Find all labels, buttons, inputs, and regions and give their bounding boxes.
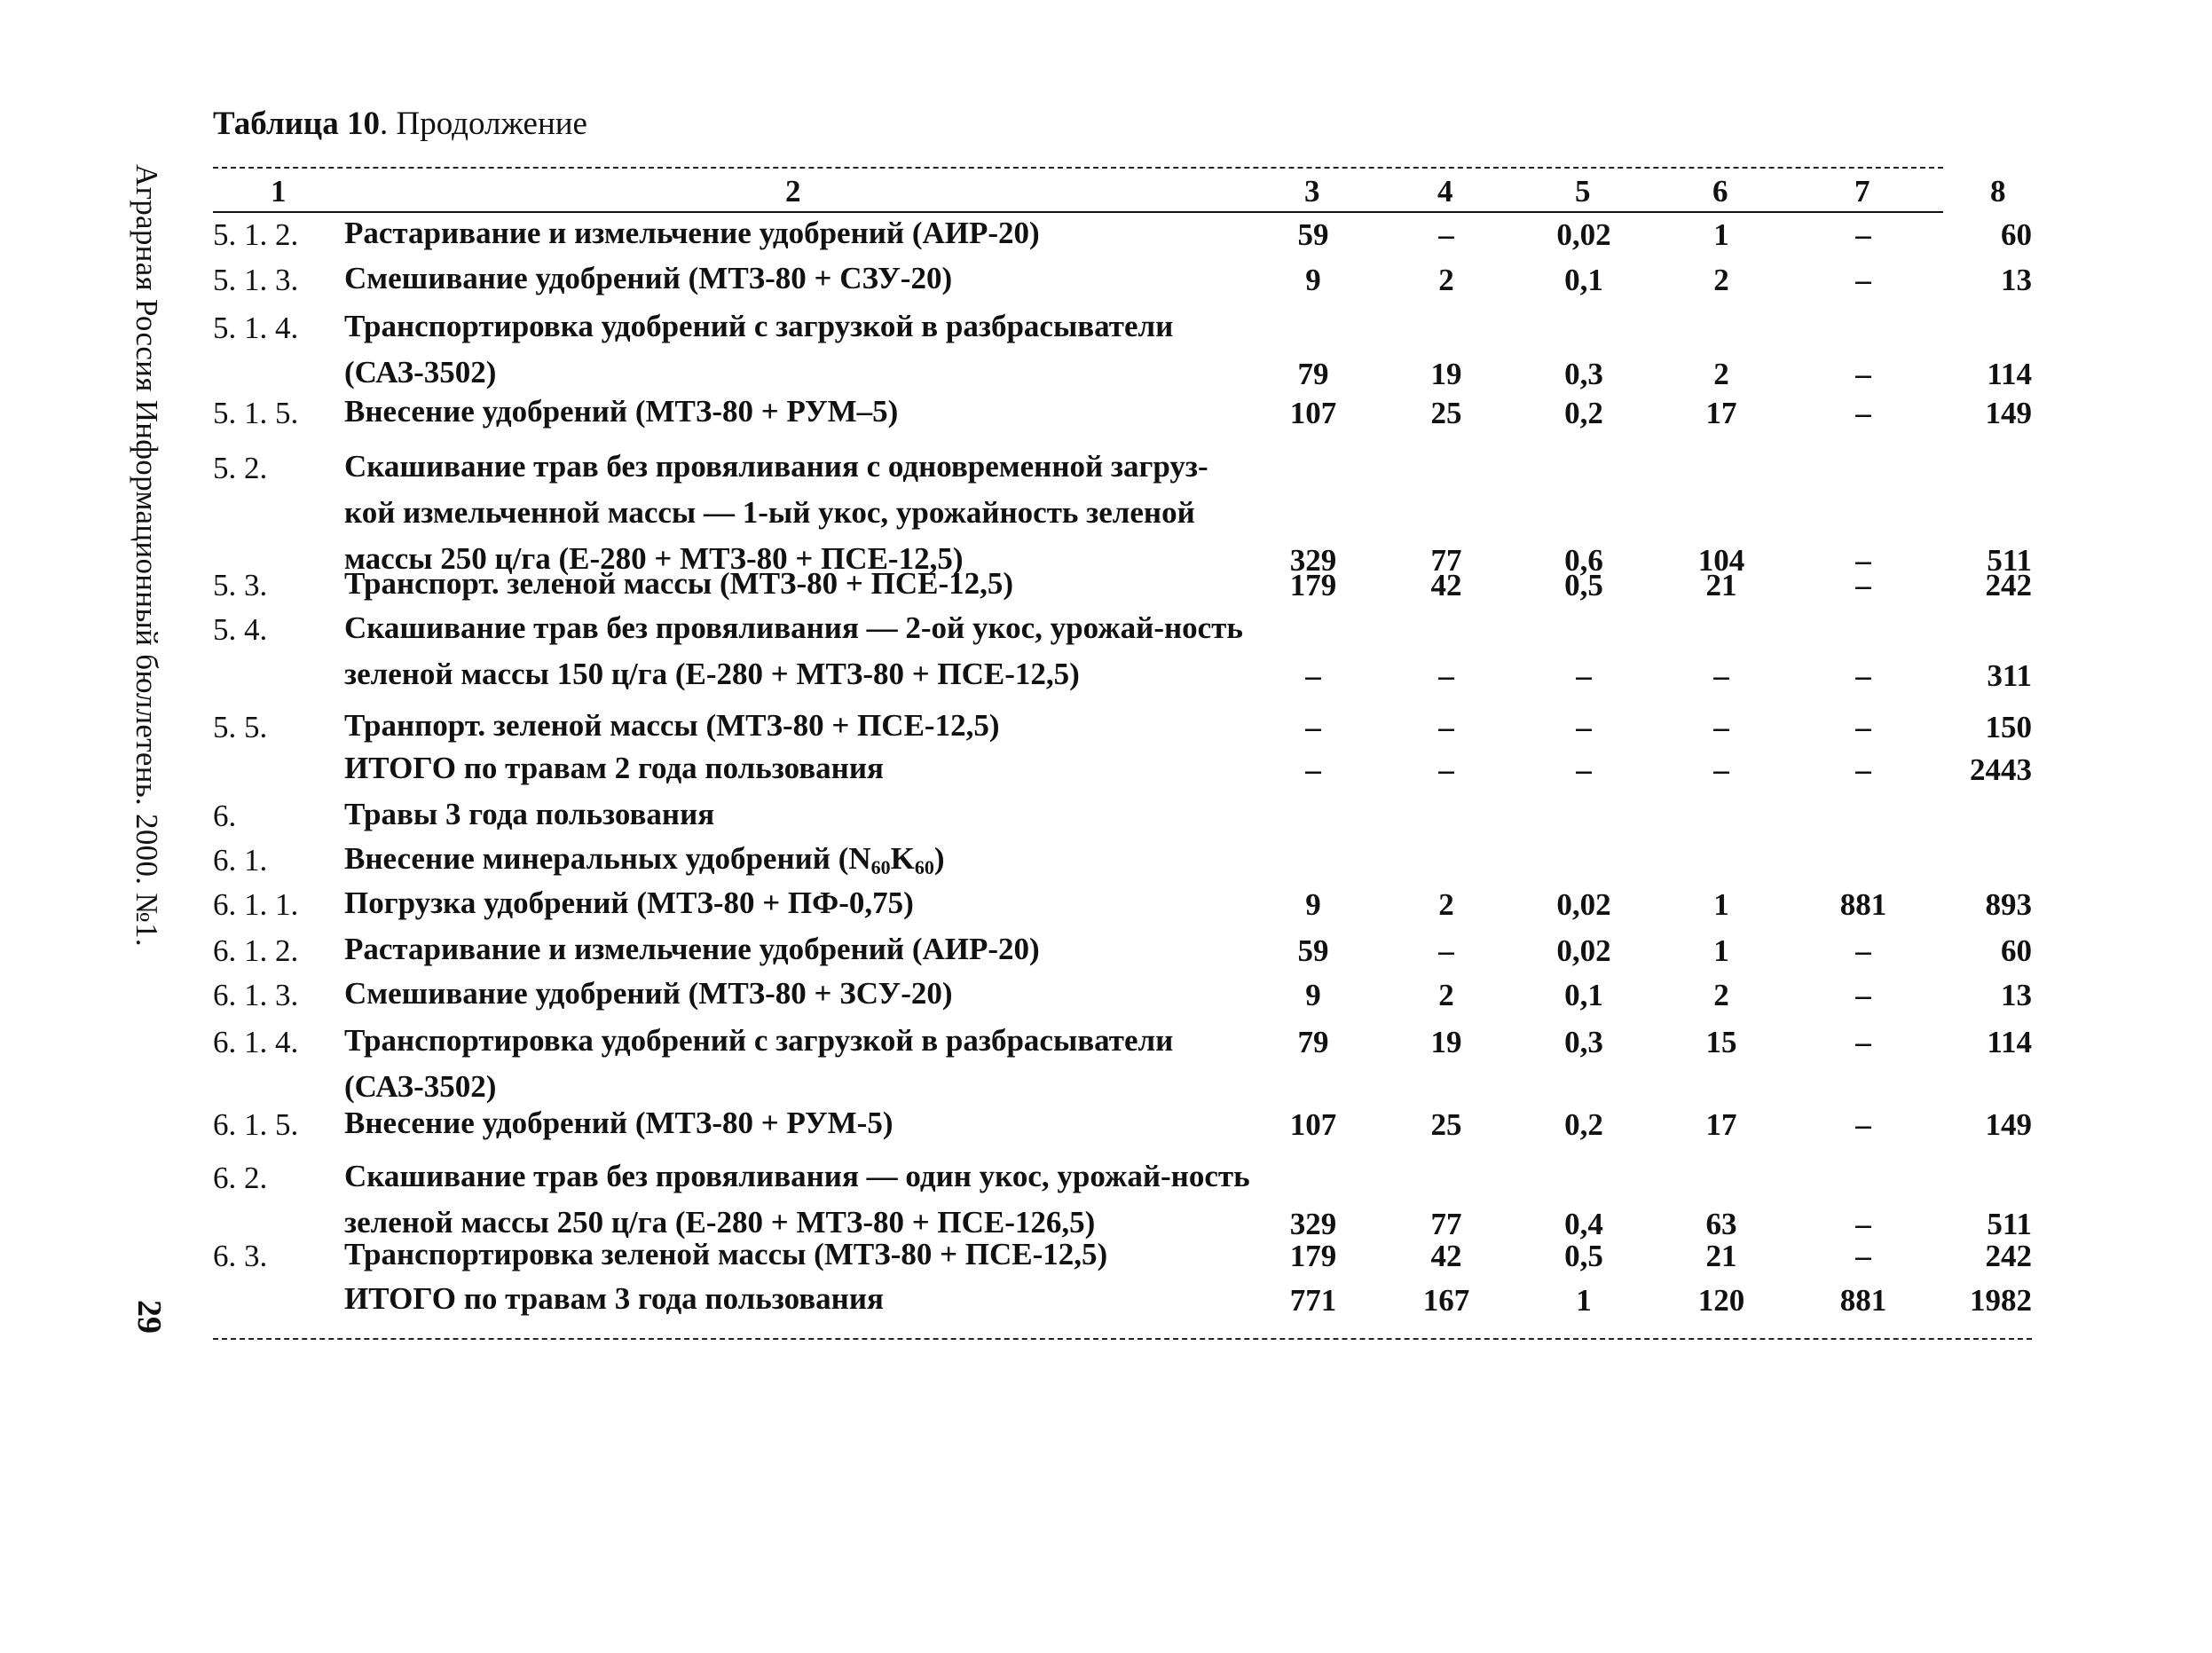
row-name: Скашивание трав без провяливания с одновременной загруз-кой измельченной массы — 1-ый укос, урожайность зеленой массы 250 ц/га (Е-280 + МТЗ-80 + ПСЕ-12,5) [344,449,1208,576]
row-value-col-8: 114 [1987,357,2032,391]
row-value-col-4: 42 [1430,1239,1462,1273]
row-value-col-4: 2 [1438,887,1454,922]
row-number: 5. 5. [213,710,268,744]
row-value-col-7: – [1855,263,1871,297]
row-value-col-5: 0,1 [1564,263,1603,297]
row-number: 5. 1. 3. [213,263,299,297]
row-value-col-8: 242 [1985,1239,2032,1273]
row-name: Смешивание удобрений (МТЗ-80 + СЗУ-20) [344,261,953,295]
row-name: Скашивание трав без провяливания — один укос, урожай-ность зеленой массы 250 ц/га (Е-280 + МТЗ-80 + ПСЕ-126,5) [344,1159,1250,1240]
row-name: Погрузка удобрений (МТЗ-80 + ПФ-0,75) [344,886,914,920]
row-value-col-6: 21 [1705,1239,1737,1273]
row-value-col-4: 25 [1430,396,1462,430]
header-col-8: 8 [1990,174,2006,209]
row-value-col-8: 242 [1985,568,2032,602]
row-value-col-6: – [1713,752,1729,787]
header-col-7: 7 [1854,174,1870,209]
row-value-col-8: 511 [1987,543,2032,578]
row-number: 6. 1. 3. [213,978,299,1012]
row-number: 6. 3. [213,1239,268,1273]
row-value-col-3: – [1305,658,1321,693]
row-value-col-6: 63 [1705,1207,1737,1241]
row-value-col-3: 9 [1305,263,1321,297]
row-number: 5. 3. [213,568,268,602]
row-value-col-4: 167 [1422,1283,1470,1318]
page-number: 29 [130,1300,168,1334]
row-value-col-5: 0,5 [1564,1239,1603,1273]
row-number: 6. 1. [213,843,268,878]
row-value-col-6: 1 [1713,887,1729,922]
header-col-5: 5 [1575,174,1591,209]
row-value-col-8: 60 [2001,217,2032,252]
row-number: 6. 1. 2. [213,933,299,968]
row-value-col-6: 104 [1697,543,1745,578]
row-value-col-5: 0,1 [1564,978,1603,1012]
row-value-col-4: 2 [1438,263,1454,297]
row-value-col-6: 1 [1713,933,1729,968]
row-value-col-7: – [1855,1025,1871,1059]
row-number: 5. 1. 2. [213,217,299,252]
caption-rest: . Продолжение [379,106,587,142]
row-value-col-7: – [1855,357,1871,391]
row-value-col-3: – [1305,710,1321,744]
row-value-col-6: 2 [1713,357,1729,391]
row-value-col-4: 2 [1438,978,1454,1012]
row-number: 6. [213,799,237,833]
row-value-col-3: 329 [1289,1207,1337,1241]
header-col-2: 2 [785,174,801,209]
row-value-col-6: 120 [1697,1283,1745,1318]
row-value-col-7: – [1855,1107,1871,1142]
row-value-col-6: 17 [1705,1107,1737,1142]
row-value-col-5: 0,02 [1556,933,1611,968]
row-value-col-7: – [1855,568,1871,602]
row-value-col-4: 25 [1430,1107,1462,1142]
row-value-col-7: – [1855,710,1871,744]
row-value-col-7: – [1855,978,1871,1012]
row-value-col-3: 79 [1297,357,1329,391]
row-value-col-4: 19 [1430,1025,1462,1059]
header-col-4: 4 [1437,174,1453,209]
row-value-col-3: 79 [1297,1025,1329,1059]
row-value-col-3: 179 [1289,568,1337,602]
row-name: Травы 3 года пользования [344,797,715,831]
row-name: Растаривание и измельчение удобрений (АИР-20) [344,932,1040,966]
row-value-col-7: – [1855,543,1871,578]
row-value-col-7: – [1855,1239,1871,1273]
row-number: 5. 1. 4. [213,311,299,345]
header-col-3: 3 [1304,174,1320,209]
running-header: Аграрная Россия Информационный бюллетень. 2000. №1. [130,164,164,947]
row-value-col-4: 42 [1430,568,1462,602]
row-value-col-4: 77 [1430,1207,1462,1241]
row-name: Транпорт. зеленой массы (МТЗ-80 + ПСЕ-12,5) [344,708,1000,743]
row-number: 6. 1. 1. [213,887,299,922]
header-col-1: 1 [271,174,287,209]
row-value-col-5: 0,2 [1564,1107,1603,1142]
row-value-col-5: – [1576,710,1592,744]
row-value-col-7: – [1855,1207,1871,1241]
row-value-col-3: 771 [1289,1283,1337,1318]
header-col-6: 6 [1712,174,1728,209]
row-value-col-4: 19 [1430,357,1462,391]
row-value-col-3: 107 [1289,1107,1337,1142]
row-name: Внесение удобрений (МТЗ-80 + РУМ–5) [344,394,899,429]
row-value-col-3: 59 [1297,217,1329,252]
row-value-col-6: – [1713,710,1729,744]
row-value-col-8: 511 [1987,1207,2032,1241]
row-number: 6. 2. [213,1161,268,1195]
row-number: 6. 1. 4. [213,1025,299,1059]
row-value-col-3: 9 [1305,978,1321,1012]
row-number: 5. 2. [213,451,268,485]
row-value-col-6: 15 [1705,1025,1737,1059]
row-value-col-8: 13 [2001,263,2032,297]
row-name: Транспортировка удобрений с загрузкой в разбрасыватели (САЗ-3502) [344,309,1174,390]
row-value-col-4: – [1438,217,1454,252]
row-value-col-7: – [1855,658,1871,693]
row-value-col-5: – [1576,752,1592,787]
row-value-col-8: 150 [1985,710,2032,744]
row-value-col-4: 77 [1430,543,1462,578]
row-value-col-8: 149 [1985,396,2032,430]
row-value-col-8: 13 [2001,978,2032,1012]
row-value-col-7: 881 [1839,887,1887,922]
row-name: Транспортировка удобрений с загрузкой в разбрасыватели (САЗ-3502) [344,1023,1174,1104]
row-name: Транспорт. зеленой массы (МТЗ-80 + ПСЕ-12,5) [344,566,1014,601]
row-name: Смешивание удобрений (МТЗ-80 + ЗСУ-20) [344,976,953,1011]
row-value-col-3: 107 [1289,396,1337,430]
row-value-col-8: 1982 [1970,1283,2032,1318]
row-value-col-8: 311 [1987,658,2032,693]
row-value-col-5: 0,6 [1564,543,1603,578]
row-name: ИТОГО по травам 3 года пользования [344,1281,884,1316]
row-value-col-3: 329 [1289,543,1337,578]
row-name: ИТОГО по травам 2 года пользования [344,751,884,785]
row-value-col-5: 0,02 [1556,217,1611,252]
row-value-col-7: – [1855,217,1871,252]
row-value-col-7: 881 [1839,1283,1887,1318]
row-value-col-4: – [1438,710,1454,744]
row-number: 5. 1. 5. [213,396,299,430]
row-value-col-5: 0,3 [1564,357,1603,391]
row-value-col-6: 17 [1705,396,1737,430]
row-value-col-3: 59 [1297,933,1329,968]
row-value-col-8: 2443 [1970,752,2032,787]
row-value-col-5: 0,2 [1564,396,1603,430]
row-value-col-6: 21 [1705,568,1737,602]
row-value-col-8: 60 [2001,933,2032,968]
row-value-col-4: – [1438,752,1454,787]
bottom-rule [213,1338,2032,1340]
row-value-col-6: 2 [1713,978,1729,1012]
row-name: Растаривание и измельчение удобрений (АИР-20) [344,216,1040,250]
row-value-col-3: – [1305,752,1321,787]
row-value-col-7: – [1855,752,1871,787]
row-value-col-6: – [1713,658,1729,693]
row-value-col-8: 893 [1985,887,2032,922]
row-value-col-5: 0,5 [1564,568,1603,602]
row-value-col-7: – [1855,396,1871,430]
row-value-col-6: 2 [1713,263,1729,297]
row-value-col-4: – [1438,658,1454,693]
row-value-col-5: – [1576,658,1592,693]
row-value-col-5: 0,3 [1564,1025,1603,1059]
row-number: 6. 1. 5. [213,1107,299,1142]
table-caption [213,105,587,143]
row-value-col-7: – [1855,933,1871,968]
row-value-col-5: 0,4 [1564,1207,1603,1241]
row-value-col-5: 1 [1576,1283,1592,1318]
row-value-col-8: 149 [1985,1107,2032,1142]
row-value-col-3: 179 [1289,1239,1337,1273]
row-number: 5. 4. [213,612,268,647]
caption-label: Таблица 10 [213,106,380,142]
top-rule [213,167,1943,169]
row-name: Внесение минеральных удобрений $(N_{60}K_{60})$ [344,841,945,878]
row-name: Скашивание трав без провяливания — 2-ой укос, урожай-ность зеленой массы 150 ц/га (Е-280 + МТЗ-80 + ПСЕ-12,5) [344,610,1243,691]
row-name: Транспортировка зеленой массы (МТЗ-80 + ПСЕ-12,5) [344,1237,1108,1271]
row-value-col-5: 0,02 [1556,887,1611,922]
row-value-col-6: 1 [1713,217,1729,252]
row-value-col-3: 9 [1305,887,1321,922]
row-value-col-4: – [1438,933,1454,968]
row-value-col-8: 114 [1987,1025,2032,1059]
row-name: Внесение удобрений (МТЗ-80 + РУМ-5) [344,1106,893,1140]
